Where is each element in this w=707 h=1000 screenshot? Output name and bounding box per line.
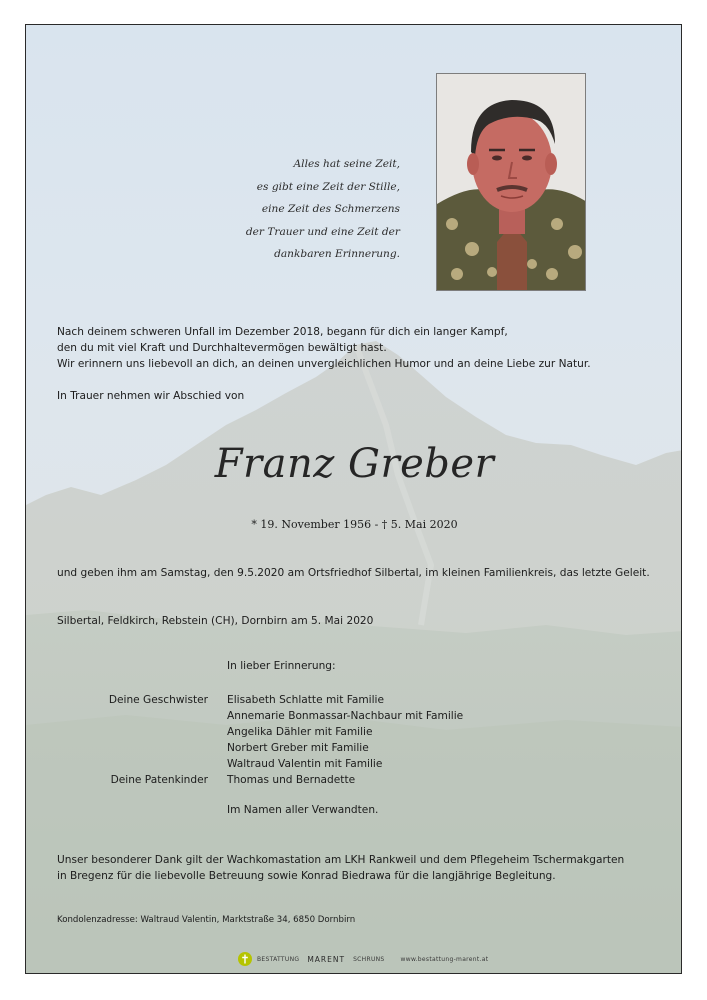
condolence-address: Kondolenzadresse: Waltraud Valentin, Marktstraße 34, 6850 Dornbirn <box>57 915 356 925</box>
intro-line: Wir erinnern uns liebevoll an dich, an deinen unvergleichlichen Humor und an deine Liebe zur Natur. <box>57 358 591 370</box>
mourner-names: Annemarie Bonmassar-Nachbaur mit Familie <box>227 710 464 722</box>
mourners-list <box>26 692 682 788</box>
cross-leaf-logo-icon <box>238 952 252 966</box>
funeral-home-footer <box>238 951 488 967</box>
mourner-row <box>26 692 682 708</box>
mourner-names: Angelika Dähler mit Familie <box>227 726 373 738</box>
thanks-line: Unser besonderer Dank gilt der Wachkomastation am LKH Rankweil und dem Pflegeheim Tschermakgarten <box>57 854 625 866</box>
funeral-text: und geben ihm am Samstag, den 9.5.2020 am Ortsfriedhof Silbertal, im kleinen Familienkreis, das letzte Geleit. <box>57 567 650 579</box>
farewell-line: In Trauer nehmen wir Abschied von <box>57 390 245 402</box>
thanks-paragraph <box>57 852 624 884</box>
mourner-row <box>26 724 682 740</box>
intro-line: den du mit viel Kraft und Durchhaltevermögen bewältigt hast. <box>57 342 387 354</box>
poem <box>206 153 400 266</box>
footer-brand: MARENT <box>307 954 346 964</box>
poem-line: der Trauer und eine Zeit der <box>245 225 400 238</box>
mourner-names: Elisabeth Schlatte mit Familie <box>227 694 385 706</box>
mourner-row <box>26 756 682 772</box>
place-date: Silbertal, Feldkirch, Rebstein (CH), Dornbirn am 5. Mai 2020 <box>57 615 374 627</box>
mourner-row <box>26 740 682 756</box>
mourner-names: Norbert Greber mit Familie <box>227 742 369 754</box>
obituary-card <box>25 24 682 974</box>
mourner-relation: Deine Geschwister <box>108 694 208 706</box>
portrait-photo <box>436 73 586 291</box>
intro-line: Nach deinem schweren Unfall im Dezember 2018, begann für dich ein langer Kampf, <box>57 326 508 338</box>
footer-town: SCHRUNS <box>353 955 385 963</box>
thanks-line: in Bregenz für die liebevolle Betreuung sowie Konrad Biedrawa für die langjährige Begleitung. <box>57 870 556 882</box>
footer-label: BESTATTUNG <box>257 955 300 963</box>
poem-line: Alles hat seine Zeit, <box>293 158 400 170</box>
mourner-names: Waltraud Valentin mit Familie <box>227 758 383 770</box>
mourners-closing: Im Namen aller Verwandten. <box>227 804 379 816</box>
poem-line: es gibt eine Zeit der Stille, <box>256 180 400 193</box>
mourner-relation: Deine Patenkinder <box>110 774 208 786</box>
life-dates: * 19. November 1956 - † 5. Mai 2020 <box>251 518 458 531</box>
footer-url[interactable]: www.bestattung-marent.at <box>400 955 489 963</box>
mourner-row <box>26 772 682 788</box>
mourners-heading: In lieber Erinnerung: <box>227 660 336 672</box>
mourner-row <box>26 708 682 724</box>
mourner-names: Thomas und Bernadette <box>227 774 356 786</box>
poem-line: eine Zeit des Schmerzens <box>261 203 400 215</box>
deceased-name: Franz Greber <box>214 441 495 487</box>
poem-line: dankbaren Erinnerung. <box>274 248 400 260</box>
intro-paragraph <box>57 324 591 372</box>
